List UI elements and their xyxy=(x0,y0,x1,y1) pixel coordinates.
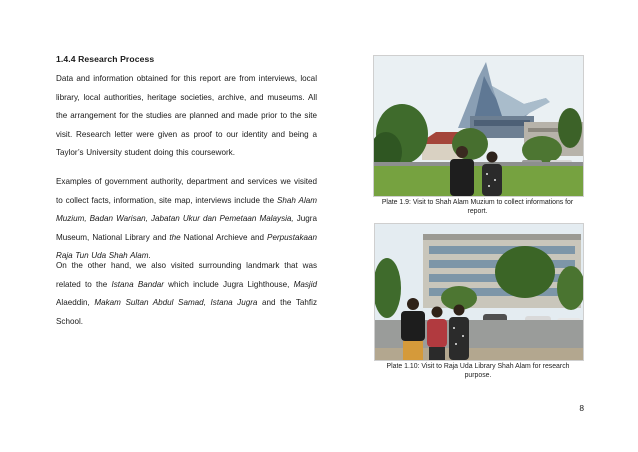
paragraph-text: On the other hand, we also visited surrounding landmark that was related to the xyxy=(56,261,317,289)
paragraph-text: and the Tahfiz School. xyxy=(56,298,317,326)
paragraph-text: which include Jugra Lighthouse, xyxy=(163,279,294,289)
paragraph-text: National Archieve and xyxy=(180,232,268,242)
paragraph-italic: Makam Sultan Abdul Samad, Istana Jugra xyxy=(94,298,258,308)
paragraph-text: Examples of government authority, department and services we visited to collect facts, information, site map, interviews include the xyxy=(56,177,317,205)
paragraph-intro: Data and information obtained for this report are from interviews, local library, local authorities, heritage societies, archive, and museums. All the arrangement for the studies are planned and made prior to the site visit. Research letter were given as proof to our identity and being a Taylor’s University student doing this coursework. xyxy=(56,74,317,158)
library-photo-illustration xyxy=(375,224,583,360)
paragraph-italic: Masjid xyxy=(293,279,318,289)
paragraph-italic: Perpustakaan Raja Tun Uda Shah Alam xyxy=(56,232,317,261)
paragraph-italic: Istana Bandar xyxy=(111,279,164,289)
plate-caption: Plate 1.10: Visit to Raja Uda Library Shah Alam for research purpose. xyxy=(386,363,570,379)
paragraph-text: Jugra Museum, National Library and xyxy=(56,214,317,242)
paragraph-italic: the xyxy=(169,232,181,242)
plate-photo-library xyxy=(374,223,584,361)
paragraph-landmarks xyxy=(56,257,317,331)
section-heading: 1.4.4 Research Process xyxy=(56,54,155,64)
paragraph-text: Alaeddin, xyxy=(56,298,95,308)
museum-photo-illustration xyxy=(374,56,583,196)
page-number: 8 xyxy=(579,403,584,413)
paragraph-text: . xyxy=(148,251,151,261)
paragraph-italic: Shah Alam Muzium, Badan Warisan, Jabatan Ukur dan Pemetaan Malaysia, xyxy=(56,195,317,224)
plate-photo-museum xyxy=(373,55,584,197)
paragraph-authorities xyxy=(56,173,317,266)
plate-caption: Plate 1.9: Visit to Shah Alam Muzium to collect informations for report. xyxy=(381,199,574,215)
